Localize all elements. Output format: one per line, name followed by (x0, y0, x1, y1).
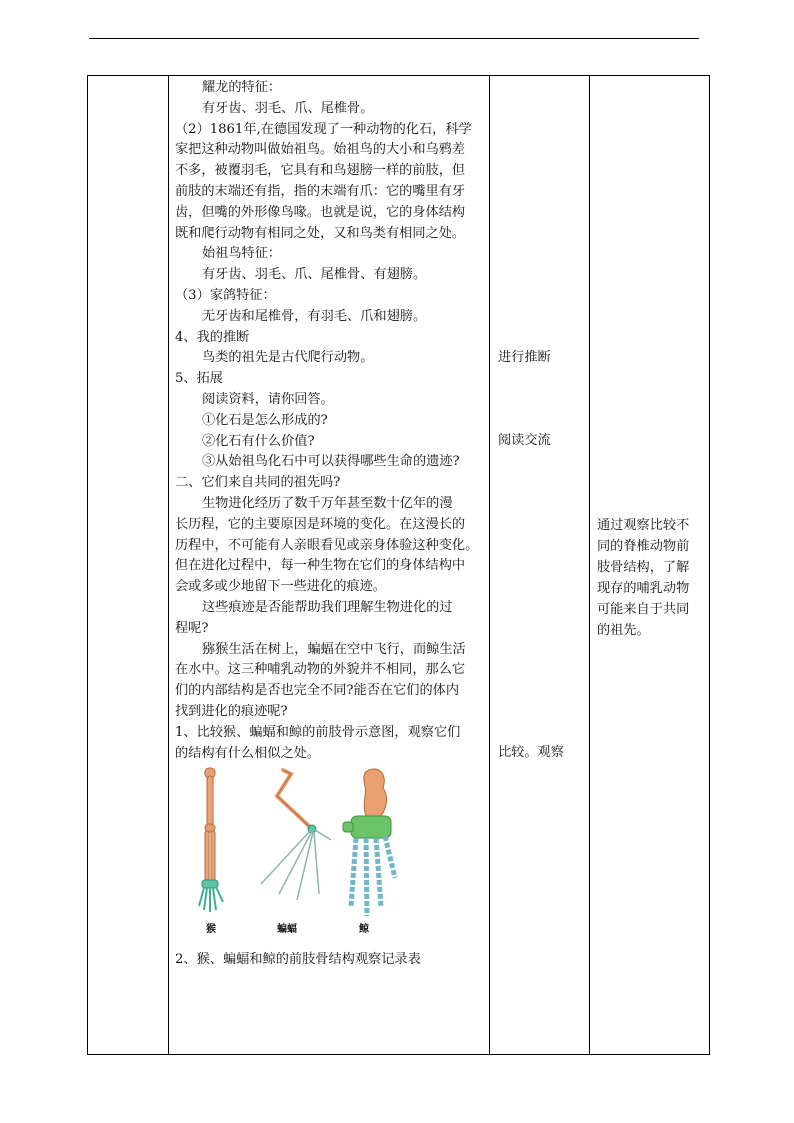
text-line: 不多，被覆羽毛，它具有和鸟翅膀一样的前肢，但 (175, 163, 466, 179)
whale-forelimb (343, 769, 395, 916)
note-line: 的祖先。 (597, 623, 650, 638)
lesson-table (87, 75, 710, 1055)
text-line: 5、拓展 (175, 371, 223, 387)
blank-column (88, 76, 169, 1055)
text-line: ②化石有什么价值? (202, 433, 315, 449)
forelimb-bones-illustration (191, 766, 411, 916)
text-line: 阅读资料，请你回答。 (202, 391, 334, 407)
text-line: 有牙齿、羽毛、爪、尾椎骨。 (202, 100, 374, 116)
text-line: 4、我的推断 (175, 329, 250, 345)
text-line: 长历程，它的主要原因是环境的变化。在这漫长的 (175, 516, 466, 532)
text-line: 有牙齿、羽毛、爪、尾椎骨、有翅膀。 (202, 267, 427, 283)
content-column (169, 76, 490, 1055)
note-line: 肢骨结构，了解 (597, 560, 690, 575)
header-rule (89, 38, 699, 39)
text-line: 这些痕迹是否能帮助我们理解生物进化的过 (202, 599, 453, 615)
activity-column (490, 76, 590, 1055)
text-line: 的结构有什么相似之处。 (175, 745, 321, 761)
activity-compare-observe: 比较。观察 (498, 745, 564, 760)
text-line: 生物进化经历了数千万年甚至数十亿年的漫 (202, 495, 453, 511)
activity-infer: 进行推断 (498, 350, 551, 365)
figure-label-monkey: 猴 (206, 924, 216, 935)
text-line: 无牙齿和尾椎骨，有羽毛、爪和翅膀。 (202, 308, 427, 324)
design-intent-note (597, 515, 703, 641)
text-line: 1、比较猴、蝙蝠和鲸的前肢骨示意图，观察它们 (175, 724, 461, 740)
text-line: 始祖鸟特征： (202, 246, 282, 262)
text-line: 找到进化的痕迹呢? (175, 703, 288, 719)
text-line: 齿，但嘴的外形像鸟喙。也就是说，它的身体结构 (175, 204, 466, 220)
text-line: 既和爬行动物有相同之处，又和鸟类有相同之处。 (175, 225, 466, 241)
text-line: 猕猴生活在树上，蝙蝠在空中飞行，而鲸生活 (202, 641, 466, 657)
text-line: 家把这种动物叫做始祖鸟。始祖鸟的大小和乌鸦差 (175, 142, 466, 158)
note-line: 现存的哺乳动物 (597, 581, 690, 596)
activity-read-discuss: 阅读交流 (498, 433, 551, 448)
figure-label-whale: 鲸 (359, 924, 369, 935)
section-heading: 二、它们来自共同的祖先吗? (175, 475, 341, 491)
text-line: 们的内部结构是否也完全不同?能否在它们的体内 (175, 683, 460, 699)
figure-label-bat: 蝙蝠 (277, 924, 297, 935)
text-line: 会或多或少地留下一些进化的痕迹。 (175, 579, 386, 595)
monkey-forelimb (199, 768, 223, 912)
text-line: 耀龙的特征： (202, 80, 282, 95)
text-line: 在水中。这三种哺乳动物的外貌并不相同，那么它 (175, 662, 466, 678)
note-line: 通过观察比较不 (597, 518, 690, 533)
table-caption: 2、猴、蝙蝠和鲸的前肢骨结构观察记录表 (175, 952, 421, 967)
text-line: 但在进化过程中，每一种生物在它们的身体结构中 (175, 558, 466, 574)
forelimb-bones-figure (191, 766, 411, 936)
text-line: 程呢? (175, 620, 209, 636)
note-line: 同的脊椎动物前 (597, 539, 690, 554)
text-line: 鸟类的祖先是古代爬行动物。 (202, 350, 374, 366)
intent-column (590, 76, 710, 1055)
text-line: ①化石是怎么形成的? (202, 412, 328, 428)
note-line: 可能来自于共同 (597, 602, 690, 617)
text-line: ③从始祖鸟化石中可以获得哪些生命的遗迹? (202, 454, 460, 470)
text-line: 历程中，不可能有人亲眼看见或亲身体验这种变化。 (175, 537, 479, 553)
text-line: （3）家鸽特征： (175, 287, 276, 303)
text-line: 前肢的末端还有指，指的末端有爪：它的嘴里有牙 (175, 183, 466, 199)
bat-forelimb (261, 770, 331, 900)
text-line: （2）1861年,在德国发现了一种动物的化石，科学 (175, 121, 472, 137)
